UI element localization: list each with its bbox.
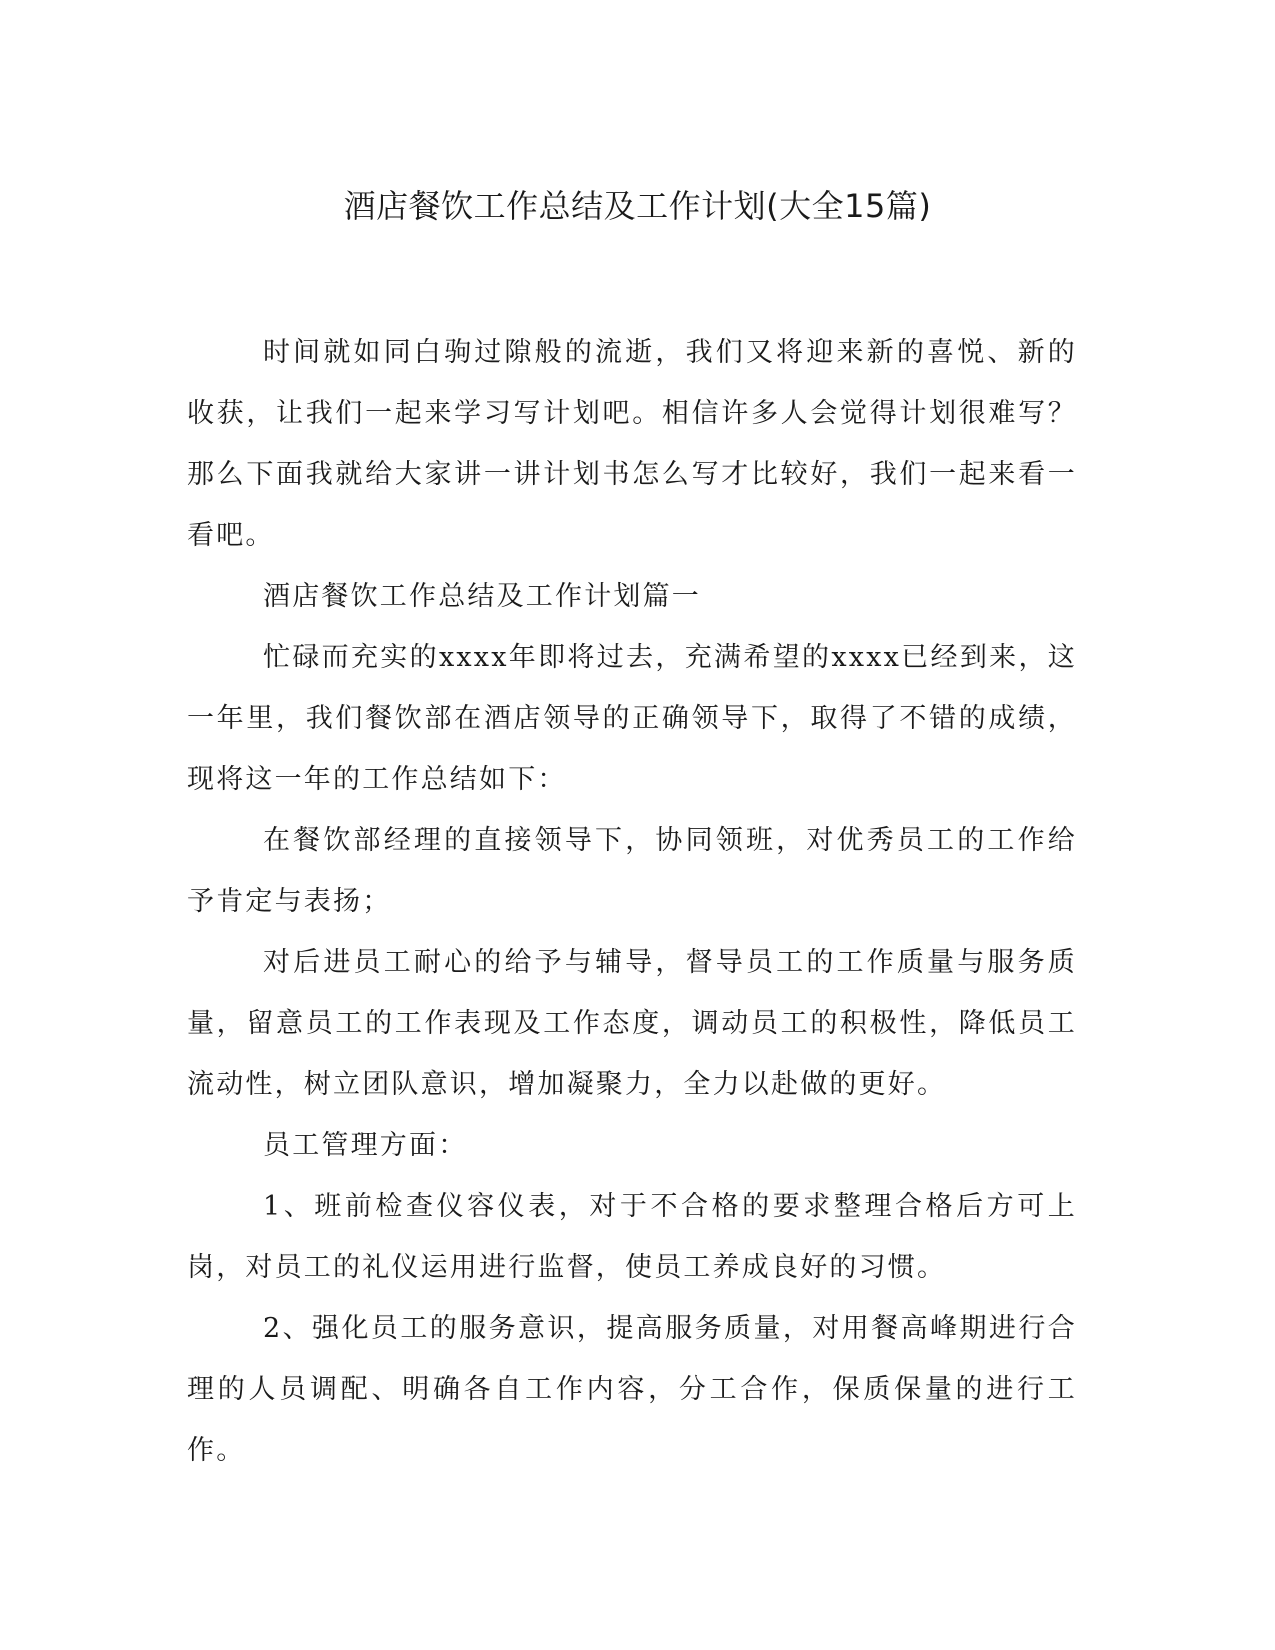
paragraph: 对后进员工耐心的给予与辅导，督导员工的工作质量与服务质量，留意员工的工作表现及工作态度，调动员工的积极性，降低员工流动性，树立团队意识，增加凝聚力，全力以赴做的更好。	[187, 947, 1077, 1100]
document-title: 酒店餐饮工作总结及工作计划(大全15篇)	[343, 187, 932, 225]
paragraph-intro: 时间就如同白驹过隙般的流逝，我们又将迎来新的喜悦、新的收获，让我们一起来学习写计划吧。相信许多人会觉得计划很难写？那么下面我就给大家讲一讲计划书怎么写才比较好，我们一起来看一看吧。	[187, 337, 1077, 551]
subsection-heading: 员工管理方面：	[263, 1130, 468, 1161]
document-body	[187, 322, 1077, 1481]
list-item: 1、班前检查仪容仪表，对于不合格的要求整理合格后方可上岗，对员工的礼仪运用进行监督，使员工养成良好的习惯。	[187, 1191, 1077, 1283]
paragraph: 忙碌而充实的xxxx年即将过去，充满希望的xxxx已经到来，这一年里，我们餐饮部在酒店领导的正确领导下，取得了不错的成绩，现将这一年的工作总结如下：	[187, 642, 1077, 795]
section-heading: 酒店餐饮工作总结及工作计划篇一	[263, 581, 701, 612]
list-item: 2、强化员工的服务意识，提高服务质量，对用餐高峰期进行合理的人员调配、明确各自工作内容，分工合作，保质保量的进行工作。	[187, 1313, 1077, 1466]
paragraph: 在餐饮部经理的直接领导下，协同领班，对优秀员工的工作给予肯定与表扬；	[187, 825, 1077, 917]
